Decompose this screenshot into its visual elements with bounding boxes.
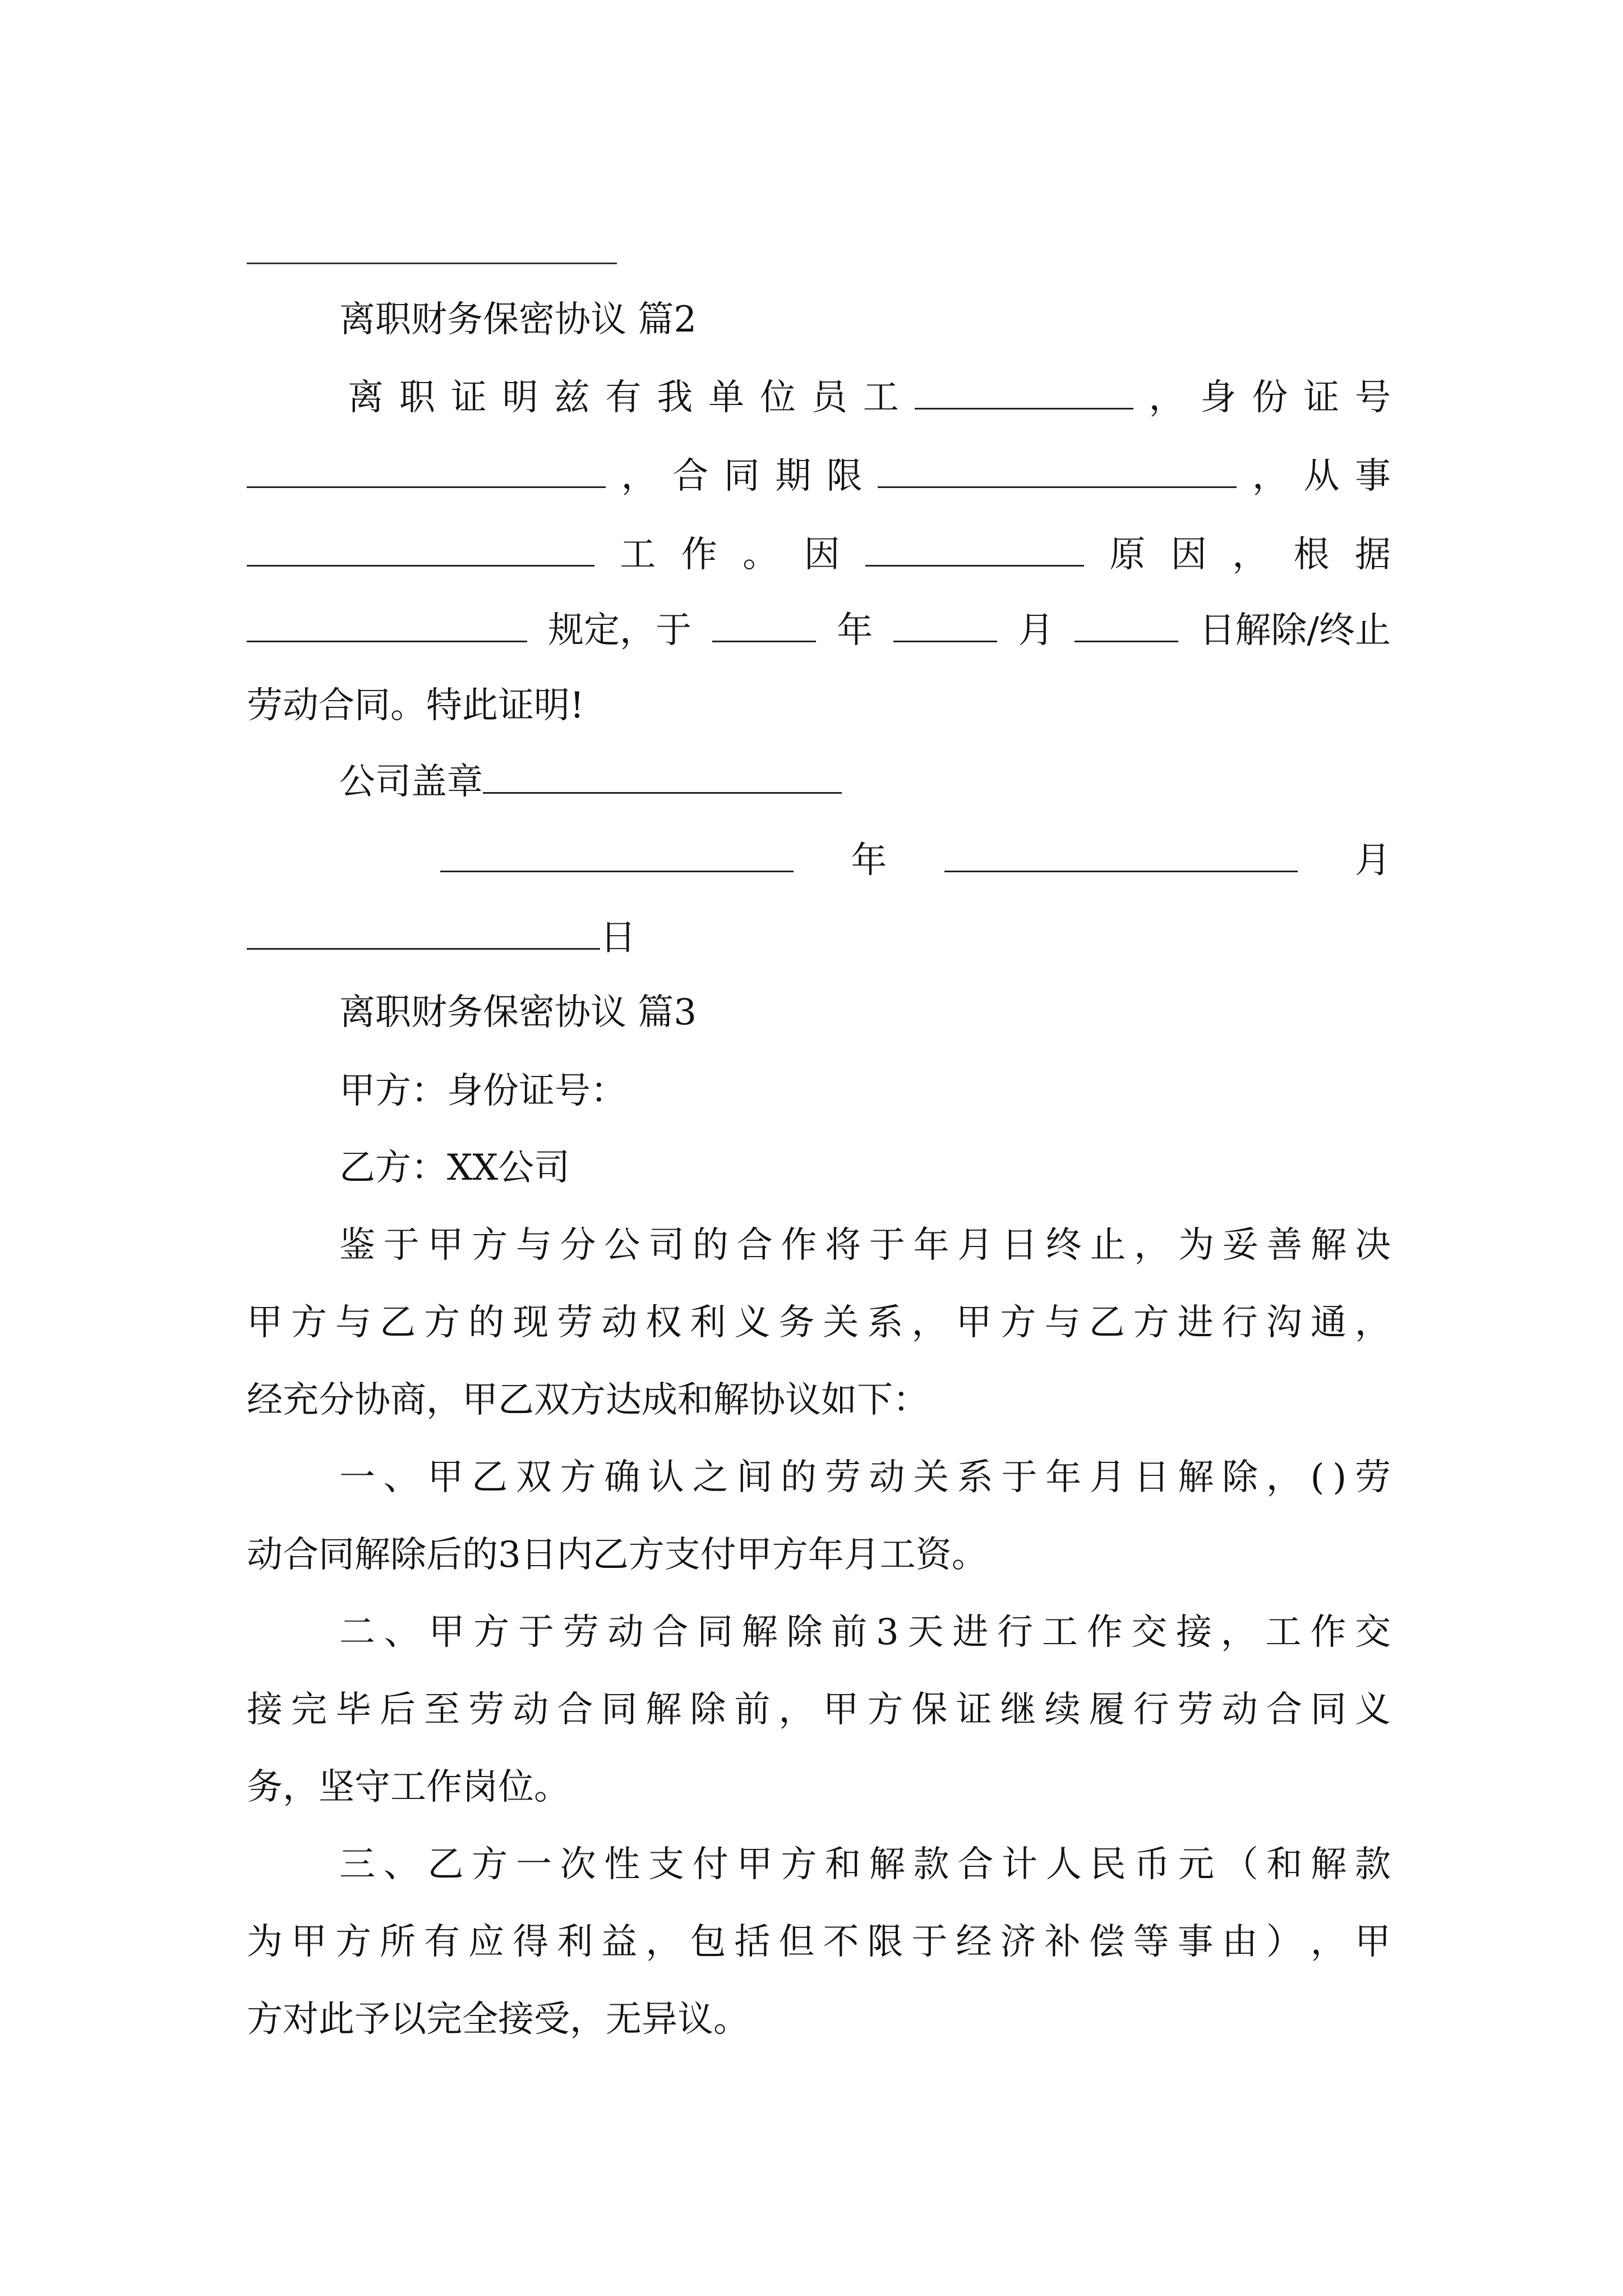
cert-month-label: 月 bbox=[1018, 610, 1054, 651]
body-char: 由 bbox=[1221, 1921, 1258, 1963]
body-char: 年 bbox=[1045, 1457, 1082, 1498]
body-char: 币 bbox=[1134, 1844, 1170, 1885]
cert-l1-char: 工 bbox=[863, 377, 899, 418]
date-line-2 bbox=[247, 913, 636, 960]
body-char: 作 bbox=[1310, 1612, 1347, 1653]
body-char: 作 bbox=[781, 1225, 817, 1266]
body-char: 一 bbox=[515, 1844, 552, 1885]
body-char: ， bbox=[645, 1921, 682, 1963]
body-char: 动 bbox=[607, 1612, 644, 1653]
cert-l3-char: 工 bbox=[620, 534, 656, 576]
cert-l3-char: 据 bbox=[1354, 534, 1391, 576]
body-char: 关 bbox=[823, 1302, 859, 1343]
cert-l1-char: 我 bbox=[657, 377, 693, 418]
body-char: 济 bbox=[1000, 1921, 1036, 1963]
body-line bbox=[247, 1920, 1391, 1964]
date-year-label: 年 bbox=[851, 840, 887, 881]
body-char: 解 bbox=[869, 1844, 905, 1885]
body-line: 经充分协商，甲乙双方达成和解协议如下： bbox=[247, 1379, 929, 1421]
body-char: ， bbox=[1354, 1302, 1391, 1343]
body-char: 二 bbox=[339, 1612, 375, 1653]
body-char: 合 bbox=[557, 1689, 593, 1731]
body-char: 一 bbox=[339, 1457, 375, 1498]
cert-l1-comma: ， bbox=[1149, 377, 1185, 418]
date-day-label: 日 bbox=[600, 917, 636, 959]
cert-l4-tail: 日解除/终止 bbox=[1199, 610, 1391, 651]
body-char: ， bbox=[1310, 1921, 1347, 1963]
body-char: 方 bbox=[472, 1225, 508, 1266]
cert-l2-char: 合 bbox=[672, 455, 709, 497]
cert-l1-char: 兹 bbox=[554, 377, 590, 418]
cert-l3-char: 因 bbox=[1170, 534, 1207, 576]
body-char: 义 bbox=[734, 1302, 771, 1343]
body-line bbox=[247, 1300, 1391, 1345]
cert-l1-char: 有 bbox=[605, 377, 642, 418]
body-char: 方 bbox=[867, 1689, 903, 1731]
body-char: 动 bbox=[601, 1302, 638, 1343]
body-char: 劳 bbox=[562, 1612, 599, 1653]
body-char: 解 bbox=[1311, 1844, 1347, 1885]
company-stamp-blank[interactable] bbox=[483, 757, 842, 794]
cert-l2-char: 期 bbox=[775, 455, 811, 497]
body-line: 务，坚守工作岗位。 bbox=[247, 1766, 570, 1808]
body-char: 等 bbox=[1133, 1921, 1169, 1963]
body-char: 关 bbox=[913, 1457, 949, 1498]
reason-blank[interactable] bbox=[865, 530, 1084, 567]
body-char: 善 bbox=[1266, 1225, 1303, 1266]
body-char: 进 bbox=[952, 1612, 989, 1653]
body-line bbox=[339, 1455, 1391, 1500]
body-char: ， bbox=[1266, 1457, 1302, 1498]
body-line bbox=[247, 1687, 1391, 1732]
body-char: 事 bbox=[1177, 1921, 1214, 1963]
cert-l1-char: 员 bbox=[811, 377, 847, 418]
body-char: 方 bbox=[560, 1457, 596, 1498]
body-char: 间 bbox=[736, 1457, 773, 1498]
body-char: 民 bbox=[1090, 1844, 1126, 1885]
body-char: 同 bbox=[1310, 1689, 1347, 1731]
body-char: 务 bbox=[778, 1302, 815, 1343]
body-char: 应 bbox=[468, 1921, 505, 1963]
body-char: 解 bbox=[1311, 1225, 1347, 1266]
body-char: 月 bbox=[957, 1225, 994, 1266]
body-char: 计 bbox=[1002, 1844, 1038, 1885]
body-char: 方 bbox=[335, 1921, 372, 1963]
body-char: 继 bbox=[1000, 1689, 1036, 1731]
body-char: 义 bbox=[1354, 1689, 1391, 1731]
cert-l1-char: 位 bbox=[760, 377, 796, 418]
body-char: 履 bbox=[1089, 1689, 1125, 1731]
date-year-blank[interactable] bbox=[440, 836, 794, 872]
body-char: 决 bbox=[1354, 1225, 1391, 1266]
cert-l2-char: 限 bbox=[826, 455, 863, 497]
body-char: 的 bbox=[692, 1225, 728, 1266]
date-line-1 bbox=[440, 836, 1391, 883]
body-char: 工 bbox=[1041, 1612, 1078, 1653]
cert-l3-char: 作 bbox=[681, 534, 717, 576]
body-char: 和 bbox=[1266, 1844, 1303, 1885]
cert-l1-tail-char: 身 bbox=[1200, 377, 1237, 418]
body-char: 乙 bbox=[427, 1844, 464, 1885]
body-char: 方 bbox=[472, 1844, 508, 1885]
body-char: 年 bbox=[913, 1225, 949, 1266]
cert-l1-tail-char: 份 bbox=[1252, 377, 1288, 418]
body-char: 于 bbox=[1001, 1457, 1038, 1498]
body-char: 解 bbox=[741, 1612, 778, 1653]
body-line: 方对此予以完全接受，无异议。 bbox=[247, 1999, 749, 2040]
body-char: 方 bbox=[1133, 1302, 1169, 1343]
body-char: 日 bbox=[1133, 1457, 1170, 1498]
body-char: 乙 bbox=[472, 1457, 508, 1498]
body-char: 乙 bbox=[1089, 1302, 1125, 1343]
body-char: 的 bbox=[781, 1457, 817, 1498]
body-char: ） bbox=[1266, 1921, 1302, 1963]
body-char: 证 bbox=[956, 1689, 992, 1731]
party-b-line: 乙方：XX公司 bbox=[339, 1147, 570, 1189]
cert-l2-char: 事 bbox=[1354, 455, 1391, 497]
body-char: 保 bbox=[911, 1689, 948, 1731]
body-char: 合 bbox=[957, 1844, 994, 1885]
body-char: 甲 bbox=[247, 1302, 283, 1343]
party-a-line: 甲方：身份证号： bbox=[339, 1070, 626, 1112]
body-char: 所 bbox=[380, 1921, 416, 1963]
company-stamp-label: 公司盖章 bbox=[339, 761, 483, 803]
year-blank[interactable] bbox=[712, 606, 816, 642]
cert-l1-char: 离 bbox=[348, 377, 384, 418]
body-char: 款 bbox=[913, 1844, 949, 1885]
body-char: 前 bbox=[734, 1689, 771, 1731]
body-char: 动 bbox=[1221, 1689, 1258, 1731]
body-char: 交 bbox=[1354, 1612, 1391, 1653]
body-char: ， bbox=[1134, 1225, 1170, 1266]
body-char: 将 bbox=[825, 1225, 861, 1266]
body-char: 终 bbox=[1045, 1225, 1082, 1266]
body-char: ， bbox=[778, 1689, 815, 1731]
body-char: 劳 bbox=[824, 1457, 861, 1498]
body-char: 付 bbox=[692, 1844, 728, 1885]
cert-l1-char: 职 bbox=[399, 377, 435, 418]
body-char: 款 bbox=[1354, 1844, 1391, 1885]
body-char: 后 bbox=[380, 1689, 416, 1731]
body-char: 接 bbox=[247, 1689, 283, 1731]
body-char: 劳 bbox=[468, 1689, 505, 1731]
body-char: 作 bbox=[1086, 1612, 1123, 1653]
body-char: 于 bbox=[869, 1225, 905, 1266]
body-char: 至 bbox=[424, 1689, 460, 1731]
body-char: 公 bbox=[604, 1225, 640, 1266]
body-line bbox=[339, 1842, 1391, 1887]
body-char: 包 bbox=[690, 1921, 726, 1963]
body-char: 除 bbox=[690, 1689, 726, 1731]
body-char: 日 bbox=[1002, 1225, 1038, 1266]
body-char: 妥 bbox=[1222, 1225, 1258, 1266]
body-char: 有 bbox=[424, 1921, 460, 1963]
regulation-blank[interactable] bbox=[247, 606, 527, 642]
cert-l3-char: ， bbox=[1232, 534, 1269, 576]
body-char: 月 bbox=[1089, 1457, 1126, 1498]
body-char: 系 bbox=[957, 1457, 993, 1498]
body-char: 、 bbox=[384, 1612, 420, 1653]
body-char: 方 bbox=[1000, 1302, 1036, 1343]
body-char: 括 bbox=[734, 1921, 771, 1963]
body-char: 续 bbox=[1044, 1689, 1081, 1731]
body-char: 系 bbox=[867, 1302, 903, 1343]
cert-l2-comma-1: ， bbox=[621, 455, 657, 497]
body-char: 动 bbox=[513, 1689, 549, 1731]
cert-l4-text: 规定，于 bbox=[548, 610, 692, 651]
top-divider bbox=[247, 263, 617, 264]
body-char: 司 bbox=[648, 1225, 685, 1266]
body-char: 交 bbox=[1131, 1612, 1168, 1653]
body-char: 三 bbox=[339, 1844, 375, 1885]
body-char: 性 bbox=[604, 1844, 640, 1885]
cert-l1-tail-char: 证 bbox=[1303, 377, 1340, 418]
body-char: 方 bbox=[291, 1302, 328, 1343]
body-char: 劳 bbox=[557, 1302, 593, 1343]
body-line bbox=[339, 1223, 1391, 1268]
body-char: 甲 bbox=[956, 1302, 992, 1343]
body-char: 工 bbox=[1265, 1612, 1302, 1653]
section3-heading: 离职财务保密协议 篇3 bbox=[339, 992, 697, 1033]
body-char: 限 bbox=[867, 1921, 903, 1963]
body-char: 止 bbox=[1090, 1225, 1126, 1266]
body-char: 行 bbox=[1133, 1689, 1169, 1731]
month-blank[interactable] bbox=[893, 606, 997, 642]
body-char: 解 bbox=[1178, 1457, 1214, 1498]
body-char: 除 bbox=[1222, 1457, 1258, 1498]
body-char: 、 bbox=[383, 1844, 419, 1885]
body-char: 益 bbox=[601, 1921, 638, 1963]
body-char: 和 bbox=[825, 1844, 861, 1885]
body-char: 现 bbox=[513, 1302, 549, 1343]
body-char: 除 bbox=[786, 1612, 823, 1653]
body-char: （ bbox=[1222, 1844, 1258, 1885]
body-char: 补 bbox=[1044, 1921, 1081, 1963]
body-char: 与 bbox=[335, 1302, 372, 1343]
body-char: 于 bbox=[911, 1921, 948, 1963]
body-char: 解 bbox=[645, 1689, 682, 1731]
body-char: 的 bbox=[468, 1302, 505, 1343]
body-char: 之 bbox=[692, 1457, 728, 1498]
body-char: 同 bbox=[697, 1612, 733, 1653]
body-char: 劳 bbox=[1177, 1689, 1214, 1731]
body-char: 人 bbox=[1045, 1844, 1082, 1885]
body-char: 合 bbox=[1266, 1689, 1302, 1731]
body-char: 通 bbox=[1310, 1302, 1347, 1343]
cert-l3-char: 。 bbox=[743, 534, 779, 576]
body-char: 沟 bbox=[1266, 1302, 1302, 1343]
body-char: 完 bbox=[291, 1689, 328, 1731]
body-char: 、 bbox=[383, 1457, 419, 1498]
body-char: 支 bbox=[648, 1844, 685, 1885]
body-char: 方 bbox=[473, 1612, 510, 1653]
body-char: 行 bbox=[997, 1612, 1033, 1653]
body-char: 不 bbox=[823, 1921, 859, 1963]
body-char: 甲 bbox=[427, 1457, 464, 1498]
cert-l1-char: 证 bbox=[450, 377, 487, 418]
body-char: 方 bbox=[424, 1302, 460, 1343]
body-char: 偿 bbox=[1089, 1921, 1125, 1963]
cert-line-5: 劳动合同。特此证明! bbox=[247, 685, 584, 726]
body-char: 合 bbox=[652, 1612, 689, 1653]
cert-l1-char: 明 bbox=[502, 377, 538, 418]
cert-l1-tail-char: 号 bbox=[1355, 377, 1391, 418]
cert-line-1 bbox=[348, 373, 1391, 420]
body-char: 利 bbox=[690, 1302, 726, 1343]
day-blank[interactable] bbox=[1075, 606, 1178, 642]
cert-year-label: 年 bbox=[837, 610, 873, 651]
body-char: ) bbox=[1332, 1457, 1347, 1498]
body-line bbox=[339, 1610, 1391, 1655]
body-char: 进 bbox=[1177, 1302, 1214, 1343]
date-month-label: 月 bbox=[1354, 840, 1391, 881]
id-number-blank[interactable] bbox=[247, 452, 606, 488]
body-char: 劳 bbox=[1354, 1457, 1391, 1498]
body-char: ， bbox=[911, 1302, 948, 1343]
company-stamp-line bbox=[339, 757, 842, 804]
cert-l3-char: 根 bbox=[1293, 534, 1330, 576]
body-char: 天 bbox=[907, 1612, 944, 1653]
contract-term-blank[interactable] bbox=[878, 452, 1237, 488]
cert-l3-char: 原 bbox=[1109, 534, 1146, 576]
body-char: 双 bbox=[515, 1457, 552, 1498]
section2-heading: 离职财务保密协议 篇2 bbox=[339, 299, 697, 341]
body-char: 分 bbox=[560, 1225, 596, 1266]
body-char: 为 bbox=[1178, 1225, 1214, 1266]
body-char: 认 bbox=[648, 1457, 684, 1498]
date-month-blank[interactable] bbox=[944, 836, 1298, 872]
body-char: 为 bbox=[247, 1921, 283, 1963]
body-char: 接 bbox=[1175, 1612, 1212, 1653]
cert-l2-comma-2: ， bbox=[1252, 455, 1288, 497]
body-char: 与 bbox=[515, 1225, 552, 1266]
cert-line-3 bbox=[247, 530, 1391, 577]
body-char: 利 bbox=[557, 1921, 593, 1963]
body-char: 乙 bbox=[380, 1302, 416, 1343]
body-char: 行 bbox=[1221, 1302, 1258, 1343]
body-char: 毕 bbox=[335, 1689, 372, 1731]
body-char: 前 bbox=[831, 1612, 868, 1653]
body-char: 甲 bbox=[427, 1225, 464, 1266]
cert-l2-char: 同 bbox=[723, 455, 760, 497]
cert-l2-char: 从 bbox=[1303, 455, 1340, 497]
body-char: 鉴 bbox=[339, 1225, 375, 1266]
body-char: 但 bbox=[778, 1921, 815, 1963]
body-char: 得 bbox=[513, 1921, 549, 1963]
cert-line-4 bbox=[247, 606, 1391, 653]
cert-l1-char: 单 bbox=[708, 377, 745, 418]
cert-line-2 bbox=[247, 452, 1391, 499]
employee-name-blank[interactable] bbox=[915, 373, 1133, 409]
job-title-blank[interactable] bbox=[247, 530, 594, 567]
body-char: ， bbox=[1220, 1612, 1257, 1653]
body-char: 与 bbox=[1044, 1302, 1081, 1343]
body-char: 经 bbox=[956, 1921, 992, 1963]
body-char: 于 bbox=[518, 1612, 554, 1653]
body-char: 甲 bbox=[291, 1921, 328, 1963]
cert-l3-char: 因 bbox=[804, 534, 840, 576]
body-char: 方 bbox=[781, 1844, 817, 1885]
body-char: 权 bbox=[645, 1302, 682, 1343]
body-char: 于 bbox=[383, 1225, 419, 1266]
body-char: 元 bbox=[1178, 1844, 1214, 1885]
body-char: ( bbox=[1310, 1457, 1325, 1498]
body-char: 动 bbox=[869, 1457, 905, 1498]
body-char: 同 bbox=[601, 1689, 638, 1731]
body-char: 甲 bbox=[428, 1612, 465, 1653]
body-char: 合 bbox=[736, 1225, 773, 1266]
body-char: 甲 bbox=[1354, 1921, 1391, 1963]
body-char: 甲 bbox=[823, 1689, 859, 1731]
body-line: 动合同解除后的3日内乙方支付甲方年月工资。 bbox=[247, 1534, 988, 1576]
body-char: 甲 bbox=[736, 1844, 773, 1885]
body-char: 3 bbox=[876, 1612, 899, 1653]
body-char: 确 bbox=[604, 1457, 640, 1498]
body-char: 次 bbox=[560, 1844, 596, 1885]
date-day-blank[interactable] bbox=[247, 913, 600, 950]
